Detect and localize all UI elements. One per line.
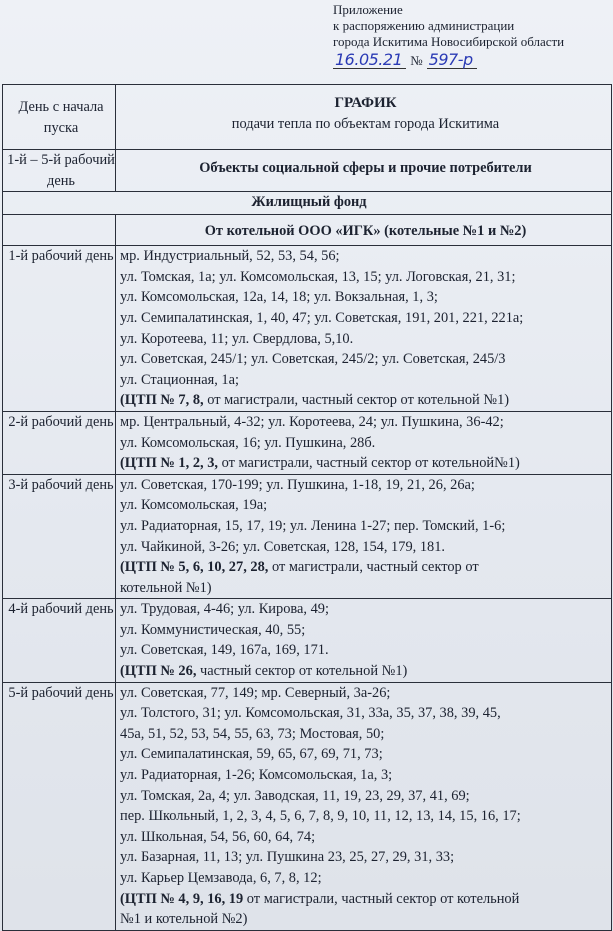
address-line: ул. Советская, 77, 149; мр. Северный, 3а-26;	[120, 684, 391, 701]
day-row-2	[3, 411, 612, 474]
ctp-line	[120, 453, 611, 474]
address-line: мр. Индустриальный, 52, 53, 54, 56;	[120, 248, 340, 265]
day-label-5: 5-й рабочий день	[3, 682, 116, 930]
appendix-date-number	[333, 52, 613, 69]
ctp-text: частный сектор от котельной №1)	[196, 663, 408, 680]
address-line: пер. Школьный, 1, 2, 3, 4, 5, 6, 7, 8, 9, 10, 11, 12, 13, 14, 15, 16, 17;	[120, 808, 521, 825]
day-content-5	[116, 682, 612, 930]
ctp-line-2: №1 и котельной №2)	[120, 911, 248, 928]
address-line: ул. Томская, 2а, 4; ул. Заводская, 11, 19, 23, 29, 37, 41, 69;	[120, 787, 470, 804]
address-line: ул. Комсомольская, 12а, 14, 18; ул. Вокзальная, 1, 3;	[120, 289, 438, 306]
handwritten-date: 16.05.21	[333, 52, 406, 69]
ctp-numbers: (ЦТП № 7, 8,	[120, 392, 204, 409]
day-content-4	[116, 599, 612, 682]
day-content-3	[116, 474, 612, 599]
address-line: ул. Советская, 245/1; ул. Советская, 245/2; ул. Советская, 245/3	[120, 351, 506, 368]
ctp-line-2: котельной №1)	[120, 579, 212, 596]
address-line: ул. Школьная, 54, 56, 60, 64, 74;	[120, 828, 316, 845]
ctp-line	[120, 889, 611, 910]
address-line: ул. Семипалатинская, 59, 65, 67, 69, 71, 73;	[120, 746, 383, 763]
appendix-title: Приложение	[333, 2, 403, 17]
address-line: ул. Советская, 170-199; ул. Пушкина, 1-18, 19, 21, 26, 26а;	[120, 476, 475, 493]
day-row-1	[3, 246, 612, 412]
day-label-3: 3-й рабочий день	[3, 474, 116, 599]
appendix-line-2: к распоряжению администрации	[333, 18, 515, 33]
schedule-subtitle: подачи тепла по объектам города Искитима	[231, 115, 500, 132]
header-title-cell	[116, 85, 612, 150]
address-line: ул. Карьер Цемзавода, 6, 7, 8, 12;	[120, 870, 322, 886]
day-label-4: 4-й рабочий день	[3, 599, 116, 682]
housing-cell: Жилищный фонд	[3, 192, 612, 215]
ctp-line	[120, 557, 611, 578]
address-line: ул. Радиаторная, 15, 17, 19; ул. Ленина 1-27; пер. Томский, 1-6;	[120, 517, 506, 534]
appendix-line-3: города Искитима Новосибирской области	[333, 34, 565, 49]
address-line: ул. Комсомольская, 16; ул. Пушкина, 28б.	[120, 434, 376, 451]
housing-row	[3, 192, 612, 215]
address-line: ул. Коммунистическая, 40, 55;	[120, 621, 306, 638]
day-row-4	[3, 599, 612, 682]
ctp-line	[120, 661, 611, 682]
day-label-2: 2-й рабочий день	[3, 411, 116, 474]
day-content-1	[116, 246, 612, 412]
address-line: ул. Базарная, 11, 13; ул. Пушкина 23, 25, 27, 29, 31, 33;	[120, 849, 455, 866]
boiler-empty-cell	[3, 215, 116, 246]
day-row-3	[3, 474, 612, 599]
boiler-row	[3, 215, 612, 246]
address-line: ул. Чайкиной, 3-26; ул. Советская, 128, 154, 179, 181.	[120, 538, 446, 555]
schedule-title: ГРАФИК	[334, 95, 397, 111]
table-header-row	[3, 85, 612, 150]
appendix-block	[333, 2, 613, 69]
handwritten-number: 597-р	[427, 52, 477, 69]
ctp-text: от магистрали, частный сектор от	[268, 559, 479, 576]
ctp-numbers: (ЦТП № 4, 9, 16, 19	[120, 890, 244, 907]
address-line: мр. Центральный, 4-32; ул. Коротеева, 24; ул. Пушкина, 36-42;	[120, 413, 504, 430]
address-line: ул. Томская, 1а; ул. Комсомольская, 13, 15; ул. Логовская, 21, 31;	[120, 268, 516, 285]
address-line: 45а, 51, 52, 53, 54, 55, 63, 73; Мостовая, 50;	[120, 725, 385, 742]
social-days-cell: 1-й – 5-й рабочий день	[3, 150, 116, 192]
social-row	[3, 150, 612, 192]
ctp-text: от магистрали, частный сектор от котельной №1)	[203, 392, 510, 409]
number-sign: №	[410, 53, 423, 68]
ctp-numbers: (ЦТП № 26,	[120, 663, 197, 680]
address-line: ул. Стационная, 1а;	[120, 371, 239, 388]
address-line: ул. Коротеева, 11; ул. Свердлова, 5,10.	[120, 330, 354, 347]
social-text-cell: Объекты социальной сферы и прочие потребители	[116, 150, 612, 192]
address-line: ул. Семипалатинская, 1, 40, 47; ул. Советская, 191, 201, 221, 221а;	[120, 309, 524, 326]
address-line: ул. Трудовая, 4-46; ул. Кирова, 49;	[120, 601, 329, 618]
ctp-text: от магистрали, частный сектор от котельной№1)	[218, 455, 520, 472]
address-line: ул. Комсомольская, 19а;	[120, 497, 268, 514]
ctp-numbers: (ЦТП № 1, 2, 3,	[120, 455, 219, 472]
address-line: ул. Советская, 149, 167а, 169, 171.	[120, 642, 329, 659]
day-content-2	[116, 411, 612, 474]
day-row-5	[3, 682, 612, 930]
boiler-cell: От котельной ООО «ИГК» (котельные №1 и №2)	[116, 215, 612, 246]
day-label-1: 1-й рабочий день	[3, 246, 116, 412]
address-line: ул. Радиаторная, 1-26; Комсомольская, 1а, 3;	[120, 767, 393, 784]
header-day-cell: День с начала пуска	[3, 85, 116, 150]
address-line: ул. Толстого, 31; ул. Комсомольская, 31, 33а, 35, 37, 38, 39, 45,	[120, 705, 501, 722]
ctp-numbers: (ЦТП № 5, 6, 10, 27, 28,	[120, 559, 269, 576]
ctp-text: от магистрали, частный сектор от котельной	[243, 890, 520, 907]
schedule-table	[2, 84, 612, 931]
ctp-line	[120, 390, 611, 411]
